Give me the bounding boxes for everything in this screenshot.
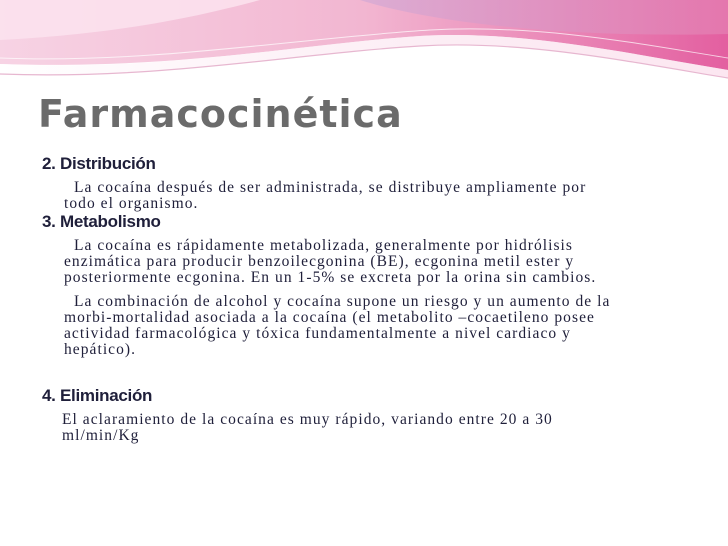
paragraph-metabolismo-1-line-1: La cocaína es rápidamente metabolizada, generalmente por hidrólisis	[74, 237, 573, 254]
paragraph-metabolismo-2-line-3: actividad farmacológica y tóxica fundamentalmente a nivel cardiaco y	[64, 325, 571, 342]
section-heading-eliminacion: 4. Eliminación	[42, 386, 153, 405]
section-heading-metabolismo: 3. Metabolismo	[42, 212, 161, 231]
paragraph-metabolismo-1-line-2: enzimática para producir benzoilecgonina (BE), ecgonina metil ester y	[64, 253, 575, 270]
paragraph-metabolismo-2-line-2: morbi-mortalidad asociada a la cocaína (el metabolito –cocaetileno posee	[64, 309, 595, 326]
paragraph-eliminacion-line-2: ml/min/Kg	[62, 427, 140, 444]
decorative-banner	[0, 0, 728, 92]
paragraph-eliminacion-line-1: El aclaramiento de la cocaína es muy rápido, variando entre 20 a 30	[62, 411, 553, 428]
paragraph-metabolismo-1-line-3: posteriormente ecgonina. En un 1-5% se excreta por la orina sin cambios.	[64, 269, 597, 286]
paragraph-distribucion-line-1: La cocaína después de ser administrada, se distribuye ampliamente por	[74, 179, 587, 196]
slide-title: Farmacocinética	[38, 92, 403, 136]
paragraph-distribucion-line-2: todo el organismo.	[64, 195, 199, 212]
section-heading-distribucion: 2. Distribución	[42, 154, 156, 173]
paragraph-metabolismo-2-line-1: La combinación de alcohol y cocaína supone un riesgo y un aumento de la	[74, 293, 611, 310]
paragraph-metabolismo-2-line-4: hepático).	[64, 341, 137, 358]
